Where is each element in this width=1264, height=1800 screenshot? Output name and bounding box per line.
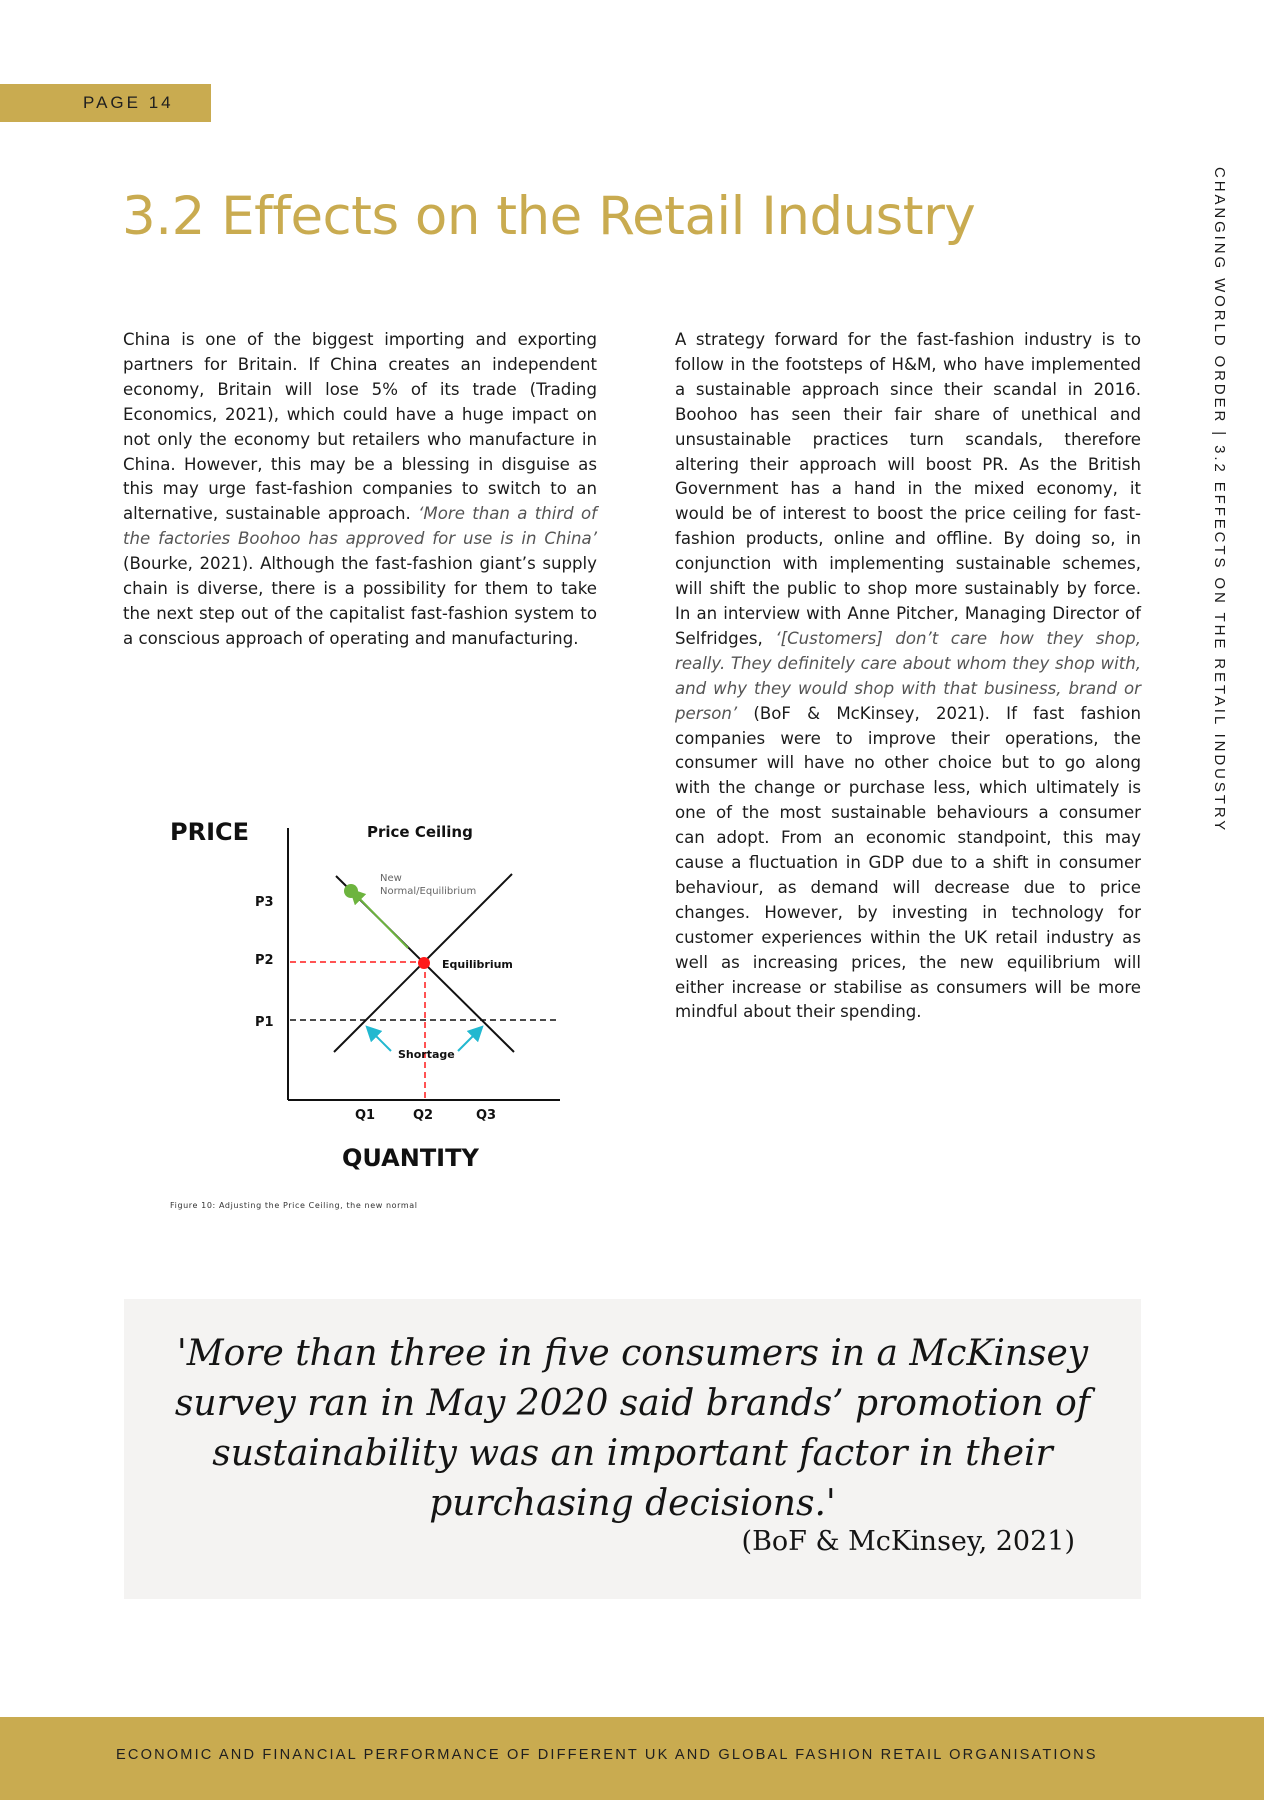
equilibrium-point [418,957,430,969]
price-tick-p1: P1 [255,1015,274,1030]
new-normal-arrow [355,894,408,948]
footer-bar [0,1717,1264,1800]
price-tick-p2: P2 [255,953,274,968]
shortage-label: Shortage [398,1048,455,1061]
new-point-label-line1: New [380,873,402,884]
pull-quote-citation: (BoF & McKinsey, 2021) [741,1526,1075,1557]
right-text-column [675,328,1141,1025]
section-heading: 3.2 Effects on the Retail Industry [122,186,976,247]
quantity-tick-q3: Q3 [476,1108,497,1123]
quantity-tick-q2: Q2 [413,1108,434,1123]
new-equilibrium-point [344,884,358,898]
price-ceiling-figure [160,812,580,1172]
left-paragraph-text-a: China is one of the biggest importing and exporting partners for Britain. If China creates an independent economy, Britain will lose 5% of its trade (Trading Economics, 2021), which could have a huge impact on not only the economy but retailers who manufacture in China. However, this may be a blessing in disguise as this may urge fast-fashion companies to switch to an alternative, sustainable approach. [123,330,597,524]
right-paragraph [675,328,1141,1025]
page-number-tab: PAGE 14 [0,84,211,122]
x-axis-title: QUANTITY [342,1144,479,1172]
y-axis-title: PRICE [170,818,250,846]
shortage-arrow-right [458,1031,478,1051]
right-paragraph-text-a: A strategy forward for the fast-fashion industry is to follow in the footsteps of H&M, who have implemented a sustainable approach since their scandal in 2016. Boohoo has seen their fair share of unethical and unsustainable practices turn scandals, therefore altering their approach will boost PR. As the British Government has a hand in the mixed economy, it would be of interest to boost the price ceiling for fast-fashion products, online and offline. By doing so, in conjunction with implementing sustainable schemes, will shift the public to shop more sustainably by force. In an interview with Anne Pitcher, Managing Director of Selfridges, [675,330,1141,648]
quantity-tick-q1: Q1 [355,1108,376,1123]
pull-quote-box [124,1299,1141,1599]
pull-quote-line: survey ran in May 2020 said brands’ promotion of [174,1383,1091,1424]
equilibrium-label: Equilibrium [442,958,513,971]
footer-title: ECONOMIC AND FINANCIAL PERFORMANCE OF DIFFERENT UK AND GLOBAL FASHION RETAIL ORGANISATIONS [116,1747,1098,1763]
pull-quote-line: 'More than three in five consumers in a McKinsey [176,1333,1089,1374]
new-point-label-line2: Normal/Equilibrium [380,886,477,897]
left-text-column [123,328,597,652]
shortage-arrow-left [371,1031,391,1051]
figure-caption: Figure 10: Adjusting the Price Ceiling, the new normal [170,1201,418,1210]
figure-title: Price Ceiling [367,823,473,841]
right-paragraph-text-b: (BoF & McKinsey, 2021). If fast fashion companies were to improve their operations, the consumer will have no other choice but to go along with the change or purchase less, which ultimately is one of the most sustainable behaviours a consumer can adopt. From an economic standpoint, this may cause a fluctuation in GDP due to a shift in consumer behaviour, as demand will decrease due to price changes. However, by investing in technology for customer experiences within the UK retail industry as well as increasing prices, the new equilibrium will either increase or stabilise as consumers will be more mindful about their spending. [675,703,1141,1022]
pull-quote-line: purchasing decisions.' [429,1483,836,1524]
price-tick-p3: P3 [255,895,274,910]
pull-quote-text [124,1329,1141,1529]
left-paragraph [123,328,597,652]
left-paragraph-text-b: (Bourke, 2021). Although the fast-fashion giant’s supply chain is diverse, there is a possibility for them to take the next step out of the capitalist fast-fashion system to a conscious approach of operating and manufacturing. [123,554,597,648]
left-paragraph-quote: ‘More than a third of the factories Boohoo has approved for use is in China’ [123,504,598,549]
right-paragraph-quote: ‘[Customers] don’t care how they shop, really. They definitely care about whom they shop with, and why they would shop with that business, brand or person’ [675,628,1141,723]
pull-quote-line: sustainability was an important factor in their [212,1433,1053,1474]
running-side-title: CHANGING WORLD ORDER | 3.2 EFFECTS ON THE RETAIL INDUSTRY [1211,167,1228,834]
